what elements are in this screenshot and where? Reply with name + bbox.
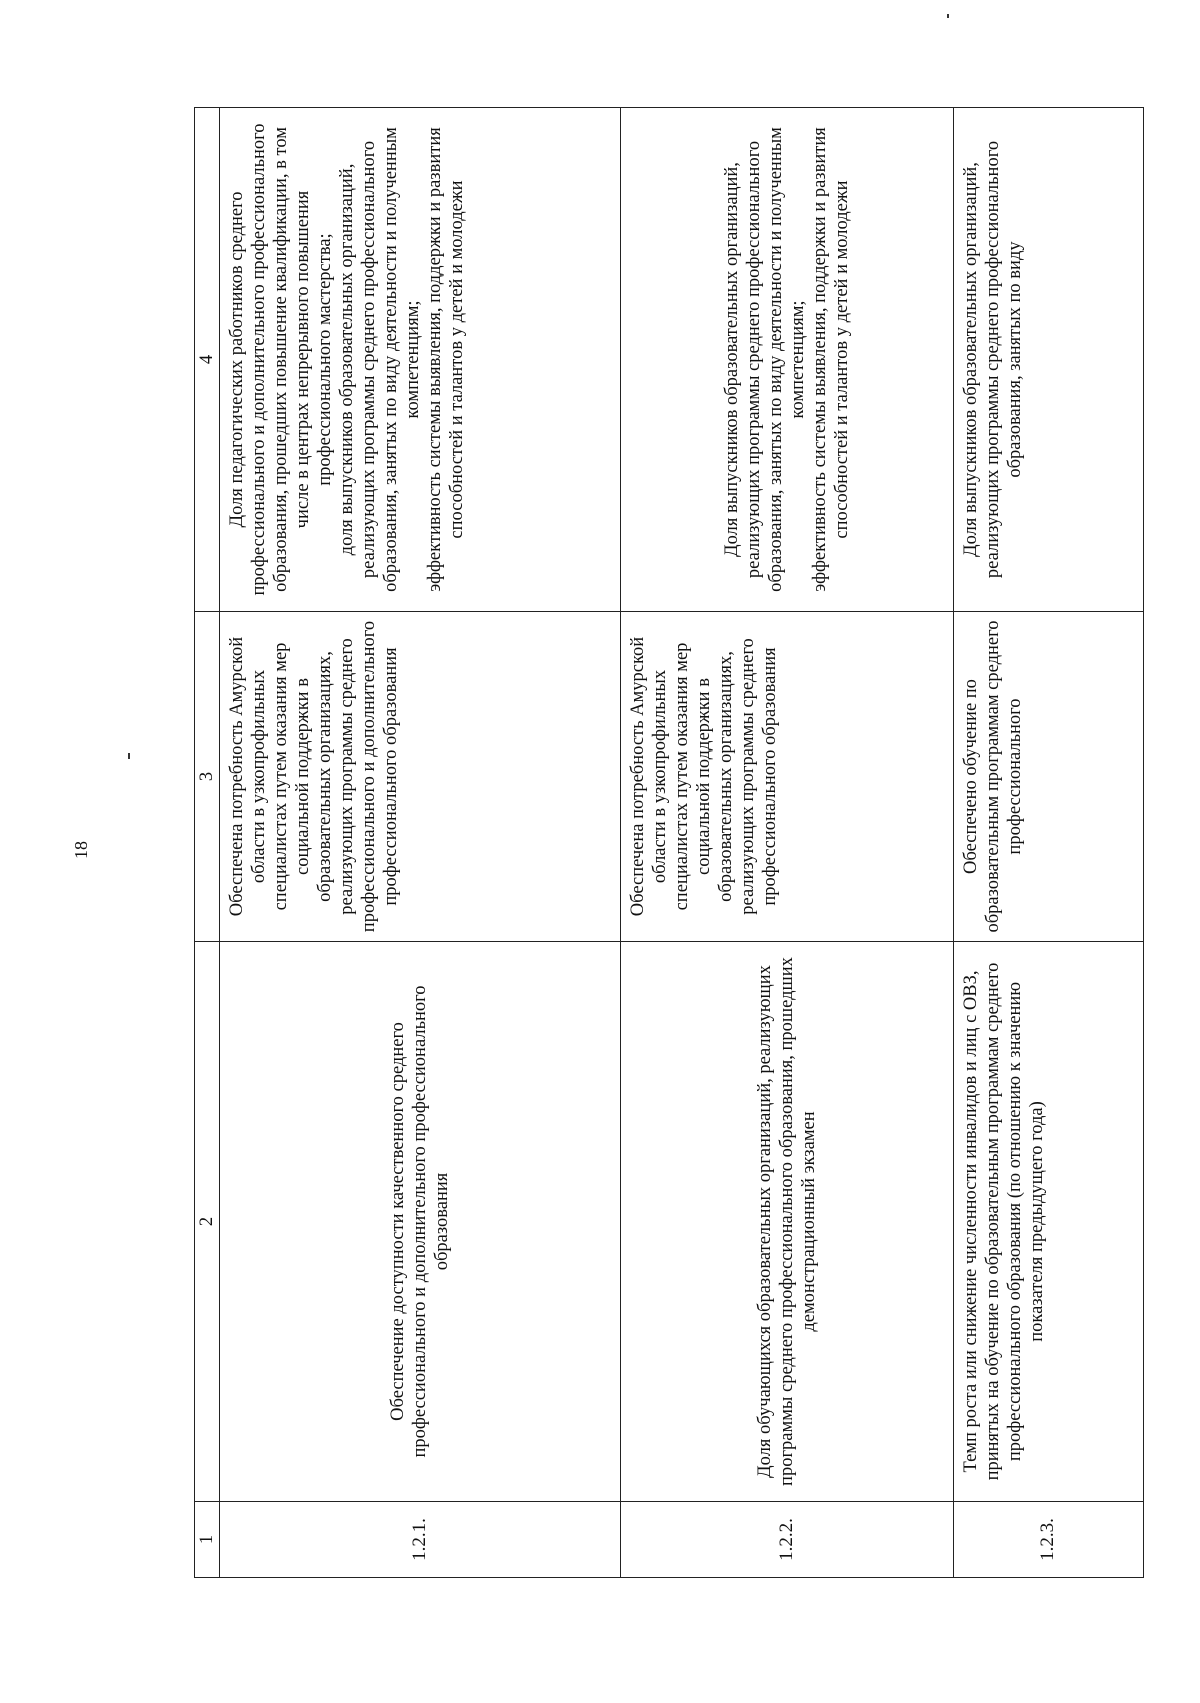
result-cell: Обеспечена потребность Амурской области в узкопрофильных специалистах путем оказания мер социальной поддержки в образовательных организациях, реализующих программы среднего профессионального образования [621,612,954,942]
result-cell: Обеспечено обучение по образовательным программам среднего профессионального [953,612,1143,942]
column-header: 2 [195,942,220,1502]
result-cell: Обеспечена потребность Амурской области в узкопрофильных специалистах путем оказания мер социальной поддержки в образовательных организациях, реализующих программы среднего профессионального и дополнительного профессионального образования [220,612,621,942]
table-row [953,108,1143,1578]
targets-cell: Доля педагогических работников среднего профессионального и дополнительного профессионального образования, прошедших повышение квалификации, в том числе в центрах непрерывного повышения профессионального мастерства; доля выпускников образовательных организаций, реализующих программы среднего профессионального образования, занятых по виду деятельности и полученным компетенциям; эффективность системы выявления, поддержки и развития способностей и талантов у детей и молодежи [220,108,621,612]
row-number: 1.2.1. [220,1502,621,1578]
row-number: 1.2.2. [621,1502,954,1578]
row-number: 1.2.3. [953,1502,1143,1578]
program-table [194,107,1144,1578]
page-number: 18 [71,841,91,859]
table-header-row [195,108,220,1578]
indicator-cell: Доля обучающихся образовательных организаций, реализующих программы среднего профессионального образования, прошедших демонстрационный экзамен [621,942,954,1502]
scan-speck [128,753,130,759]
indicator-cell: Темп роста или снижение численности инвалидов и лиц с ОВЗ, принятых на обучение по образовательным программам среднего профессионального образования (по отношению к значению показателя предыдущего года) [953,942,1143,1502]
scan-speck [947,14,949,18]
table-row [220,108,621,1578]
column-header: 3 [195,612,220,942]
column-header: 1 [195,1502,220,1578]
table-row [621,108,954,1578]
indicator-cell: Обеспечение доступности качественного среднего профессионального и дополнительного профессионального образования [220,942,621,1502]
column-header: 4 [195,108,220,612]
targets-cell: Доля выпускников образовательных организаций, реализующих программы среднего профессионального образования, занятых по виду деятельности и полученным компетенциям; эффективность системы выявления, поддержки и развития способностей и талантов у детей и молодежи [621,108,954,612]
targets-cell: Доля выпускников образовательных организаций, реализующих программы среднего профессионального образования, занятых по виду [953,108,1143,612]
